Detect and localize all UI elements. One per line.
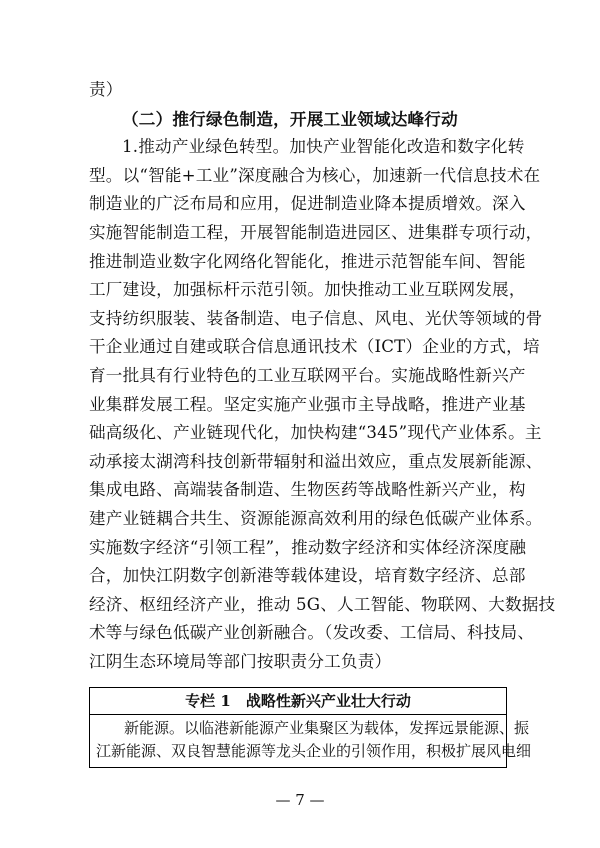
text-line: 业集群发展工程。坚定实施产业强市主导战略，推进产业基 <box>89 394 526 414</box>
column-box-title: 专栏 1 战略性新兴产业壮大行动 <box>90 688 506 715</box>
text-line: 支持纺织服装、装备制造、电子信息、风电、光伏等领域的骨 <box>89 308 543 328</box>
text-line: 合，加快江阴数字创新港等载体建设，培育数字经济、总部 <box>89 566 526 586</box>
section-heading: （二）推行绿色制造，开展工业领域达峰行动 <box>122 108 458 129</box>
column-box-body <box>90 715 532 767</box>
text-line: 动承接太湖湾科技创新带辐射和溢出效应，重点发展新能源、 <box>89 451 543 471</box>
text-line: 实施智能制造工程，开展智能制造进园区、进集群专项行动， <box>89 222 543 242</box>
column-box-line: 新能源。以临港新能源产业集聚区为载体，发挥远景能源、振 <box>124 719 530 737</box>
text-line: 推进制造业数字化网络化智能化，推进示范智能车间、智能 <box>89 251 526 271</box>
text-line: 集成电路、高端装备制造、生物医药等战略性新兴产业，构 <box>89 480 526 500</box>
text-line: 育一批具有行业特色的工业互联网平台。实施战略性新兴产 <box>89 365 526 385</box>
text-line: 实施数字经济“引领工程”，推动数字经济和实体经济深度融 <box>89 537 527 557</box>
text-line: 江阴生态环境局等部门按职责分工负责） <box>89 651 392 671</box>
column-box <box>89 687 532 768</box>
text-line: 础高级化、产业链现代化，加快构建“345”现代产业体系。主 <box>89 423 542 443</box>
text-line: 制造业的广泛布局和应用，促进制造业降本提质增效。深入 <box>89 194 526 214</box>
body-text <box>89 76 556 676</box>
text-line: 术等与绿色低碳产业创新融合。（发改委、工信局、科技局、 <box>89 623 535 643</box>
page-number: — 7 — <box>275 791 325 809</box>
text-line: 工厂建设，加强标杆示范引领。加快推动工业互联网发展， <box>89 280 526 300</box>
text-line: 建产业链耦合共生、资源能源高效利用的绿色低碳产业体系。 <box>89 508 543 528</box>
text-line: 1.推动产业绿色转型。加快产业智能化改造和数字化转 <box>122 137 525 157</box>
text-line: 经济、枢纽经济产业，推动 5G、人工智能、物联网、大数据技 <box>89 594 556 614</box>
text-line: 责） <box>89 80 123 99</box>
column-box-line: 江新能源、双良智慧能源等龙头企业的引领作用，积极扩展风电细 <box>96 742 532 760</box>
text-line: 型。以“智能+工业”深度融合为核心，加速新一代信息技术在 <box>89 165 541 185</box>
text-line: 干企业通过自建或联合信息通讯技术（ICT）企业的方式，培 <box>89 337 540 357</box>
